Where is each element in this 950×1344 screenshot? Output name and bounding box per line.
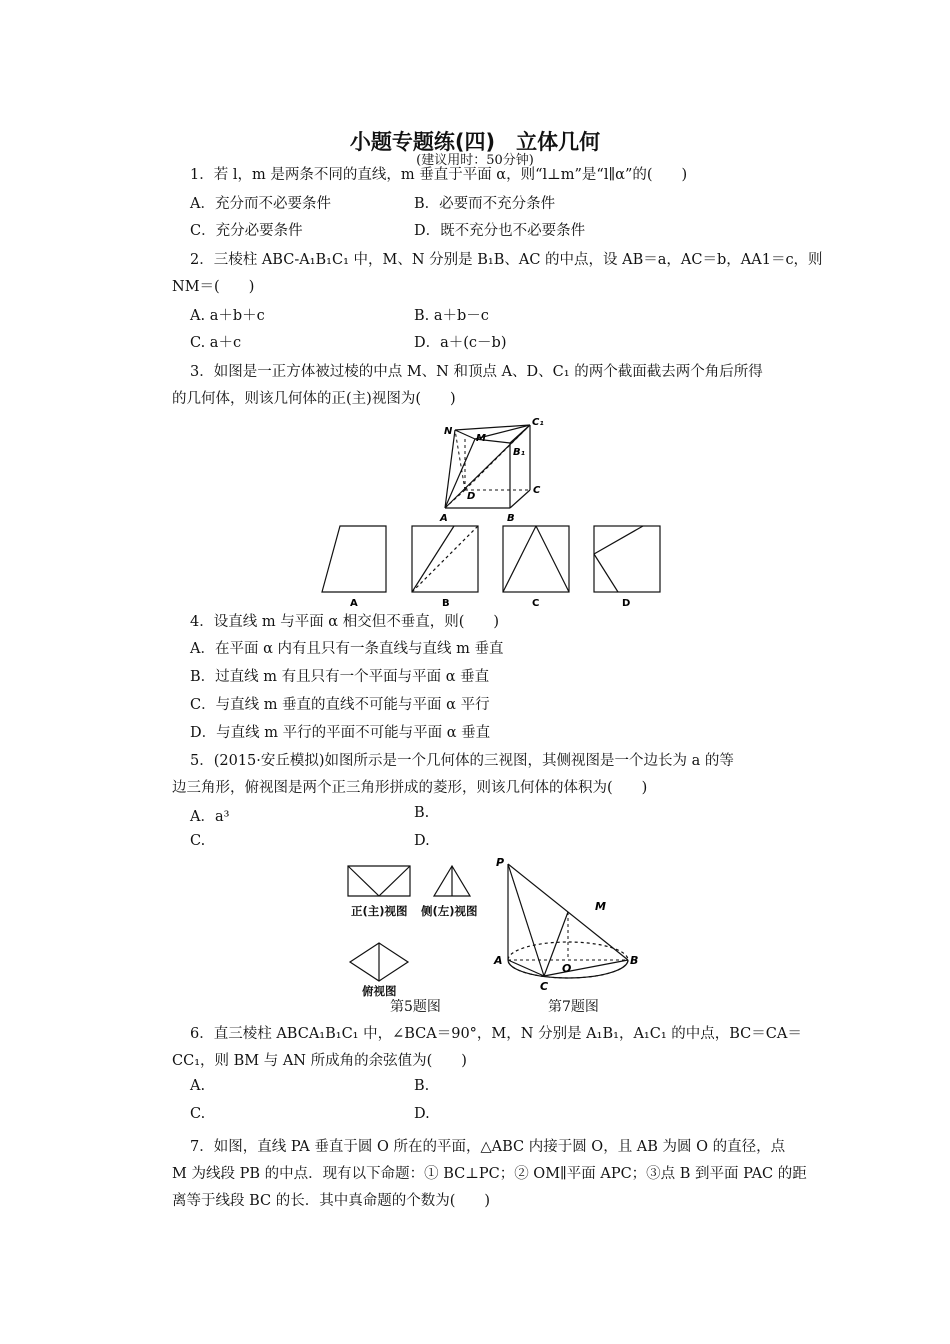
q1-option-d: D．既不充分也不必要条件 [414,223,586,239]
fig7-caption: 第7题图 [548,999,599,1015]
q6-option-c: C. [190,1106,206,1122]
time-suggestion: (建议用时：50分钟) [416,153,534,168]
page-title: 小题专题练(四) 立体几何 [349,130,601,154]
fig7-label-M: M [595,900,606,913]
q2-option-d: D．a＋(c－b) [414,335,507,351]
view-label-c: C [532,598,540,609]
fig7-label-O: O [562,962,572,975]
q4-option-b: B．过直线 m 有且只有一个平面与平面 α 垂直 [190,669,490,685]
view-label-d: D [622,598,631,609]
q2-option-b: B. a＋b－c [414,308,489,324]
q6-option-a: A. [190,1078,206,1094]
q5-stem-line2: 边三角形，俯视图是两个正三角形拼成的菱形，则该几何体的体积为( ) [172,780,648,796]
q4-option-c: C．与直线 m 垂直的直线不可能与平面 α 平行 [190,697,490,713]
fig5-caption: 第5题图 [390,999,441,1015]
view-label-b: B [442,598,450,609]
q3-cube-figure [430,415,560,525]
side-view-label: 侧(左)视图 [421,904,478,918]
q7-stem-line1: 7．如图，直线 PA 垂直于圆 O 所在的平面，△ABC 内接于圆 O，且 AB 为圆 O 的直径，点 [190,1139,786,1155]
q7-stem-line3: 离等于线段 BC 的长．其中真命题的个数为( ) [172,1193,491,1209]
q3-stem-line2: 的几何体，则该几何体的正(主)视图为( ) [172,391,456,407]
q2-stem-line1: 2．三棱柱 ABC-A₁B₁C₁ 中，M、N 分别是 B₁B、AC 的中点，设 AB＝a，AC＝b，AA1＝c，则 [190,252,823,268]
fig7-figure [490,852,650,992]
view-a-shape [322,526,386,592]
q5-stem-line1: 5．(2015·安丘模拟)如图所示是一个几何体的三视图，其侧视图是一个边长为 a 的等 [190,753,734,769]
q4-option-d: D．与直线 m 平行的平面不可能与平面 α 垂直 [190,725,491,741]
view-label-a: A [350,598,358,609]
q5-option-d: D. [414,833,430,849]
fig7-label-C: C [540,980,549,993]
label-B1: B₁ [513,447,526,458]
q5-option-c: C. [190,833,206,849]
label-M: M [476,433,486,444]
fig7-label-B: B [630,954,639,967]
q5-option-a: A．a³ [190,809,230,825]
label-D: D [467,491,476,502]
q3-stem-line1: 3．如图是一正方体被过棱的中点 M、N 和顶点 A、D、C₁ 的两个截面截去两个角后所得 [190,364,763,380]
label-A: A [440,513,448,524]
q1-option-b: B．必要而不充分条件 [414,196,556,212]
q6-option-d: D. [414,1106,430,1122]
view-c-shape [503,526,569,592]
q5-option-b: B. [414,805,430,821]
label-C1: C₁ [532,417,544,428]
q1-stem: 1．若 l，m 是两条不同的直线，m 垂直于平面 α，则“l⊥m”是“l∥α”的( ) [190,167,688,183]
q6-stem-line2: CC₁，则 BM 与 AN 所成角的余弦值为( ) [172,1053,467,1069]
front-view-label: 正(主)视图 [351,904,408,918]
view-d-shape [594,526,660,592]
top-view-label: 俯视图 [362,984,397,998]
q7-stem-line2: M 为线段 PB 的中点．现有以下命题：① BC⊥PC；② OM∥平面 APC；③点 B 到平面 PAC 的距 [172,1166,807,1182]
front-view-shape [348,866,410,896]
q6-option-b: B. [414,1078,430,1094]
q2-option-c: C. a＋c [190,335,242,351]
fig7-label-P: P [496,856,505,869]
label-B: B [507,513,515,524]
q3-option-views [318,524,658,609]
q2-option-a: A. a＋b＋c [190,308,265,324]
q6-stem-line1: 6．直三棱柱 ABCA₁B₁C₁ 中，∠BCA＝90°，M，N 分别是 A₁B₁，A₁C₁ 的中点，BC＝CA＝ [190,1026,802,1042]
q1-option-a: A．充分而不必要条件 [190,196,331,212]
fig7-label-A: A [494,954,503,967]
label-C: C [533,485,541,496]
q4-option-a: A．在平面 α 内有且只有一条直线与直线 m 垂直 [190,641,504,657]
q4-stem: 4．设直线 m 与平面 α 相交但不垂直，则( ) [190,614,500,630]
q1-option-c: C．充分必要条件 [190,223,303,239]
q2-stem-line2: NM＝( ) [172,279,255,295]
label-N: N [444,426,453,437]
